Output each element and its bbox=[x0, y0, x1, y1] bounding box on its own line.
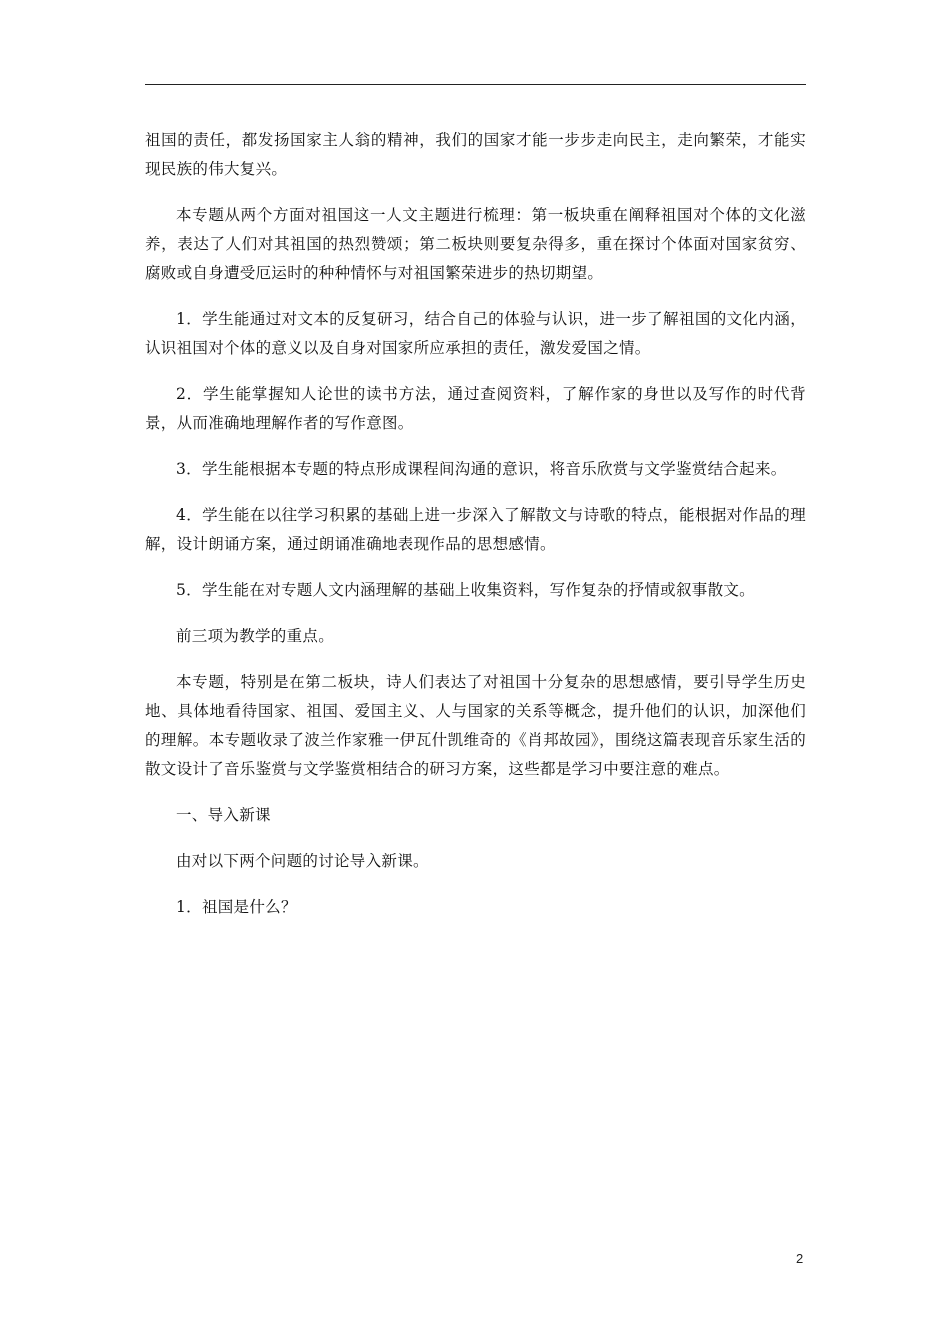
objective-5: 5．学生能在对专题人文内涵理解的基础上收集资料，写作复杂的抒情或叙事散文。 bbox=[176, 581, 755, 599]
paragraph-intro-discussion: 由对以下两个问题的讨论导入新课。 bbox=[176, 852, 429, 870]
document-body bbox=[145, 126, 806, 922]
section-heading-intro: 一、导入新课 bbox=[176, 806, 271, 824]
question-1: 1．祖国是什么？ bbox=[176, 898, 297, 916]
objective-1: 1．学生能通过对文本的反复研习，结合自己的体验与认识，进一步了解祖国的文化内涵，认识祖国对个体的意义以及自身对国家所应承担的责任，激发爱国之情。 bbox=[145, 310, 806, 357]
header-rule bbox=[145, 84, 806, 85]
paragraph-continuation: 祖国的责任，都发扬国家主人翁的精神，我们的国家才能一步步走向民主，走向繁荣，才能实现民族的伟大复兴。 bbox=[145, 131, 806, 178]
objective-2: 2．学生能掌握知人论世的读书方法，通过查阅资料，了解作家的身世以及写作的时代背景，从而准确地理解作者的写作意图。 bbox=[145, 385, 806, 432]
objective-4: 4．学生能在以往学习积累的基础上进一步深入了解散文与诗歌的特点，能根据对作品的理解，设计朗诵方案，通过朗诵准确地表现作品的思想感情。 bbox=[145, 506, 806, 553]
paragraph-topic-overview: 本专题从两个方面对祖国这一人文主题进行梳理：第一板块重在阐释祖国对个体的文化滋养，表达了人们对其祖国的热烈赞颂；第二板块则要复杂得多，重在探讨个体面对国家贫穷、腐败或自身遭受厄运时的种种情怀与对祖国繁荣进步的热切期望。 bbox=[145, 206, 806, 282]
paragraph-key-points: 前三项为教学的重点。 bbox=[176, 627, 335, 645]
paragraph-difficulties: 本专题，特别是在第二板块，诗人们表达了对祖国十分复杂的思想感情，要引导学生历史地、具体地看待国家、祖国、爱国主义、人与国家的关系等概念，提升他们的认识，加深他们的理解。本专题收录了波兰作家雅一伊瓦什凯维奇的《肖邦故园》，围绕这篇表现音乐家生活的散文设计了音乐鉴赏与文学鉴赏相结合的研习方案，这些都是学习中要注意的难点。 bbox=[145, 673, 806, 778]
objective-3: 3．学生能根据本专题的特点形成课程间沟通的意识，将音乐欣赏与文学鉴赏结合起来。 bbox=[176, 460, 787, 478]
page-number: 2 bbox=[796, 1251, 804, 1266]
